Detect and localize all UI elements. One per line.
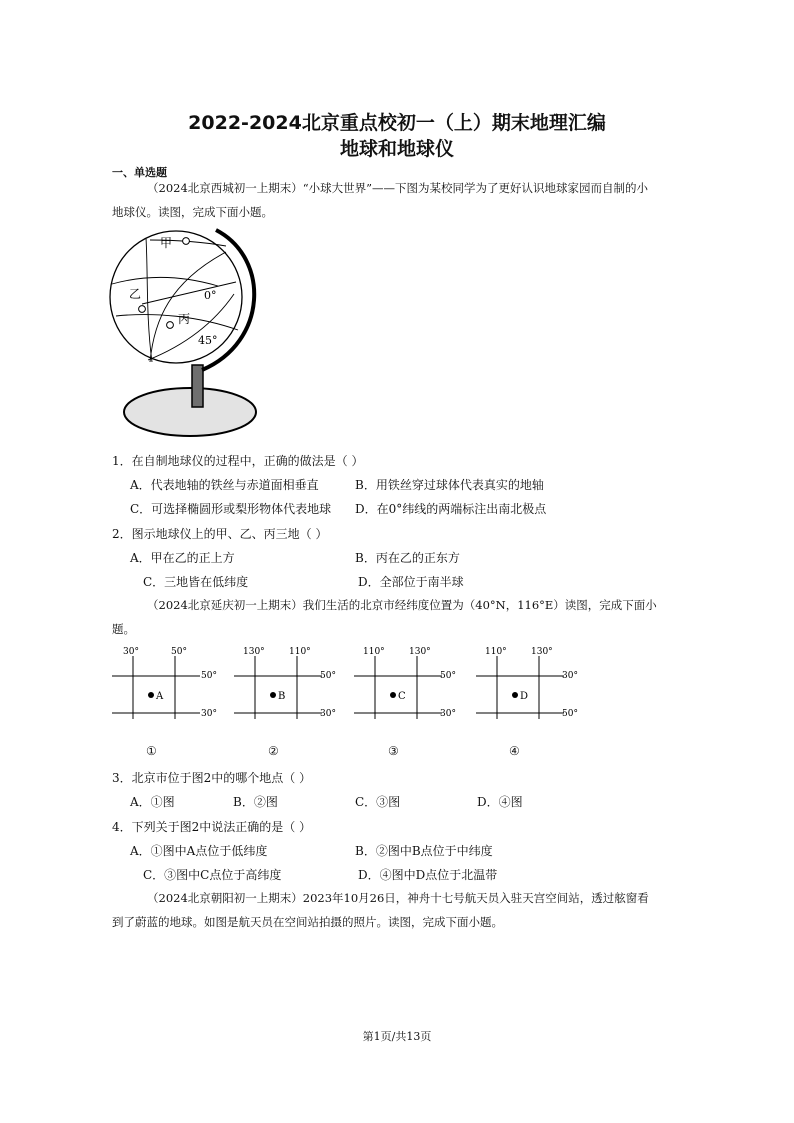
question-3-option-a[interactable]: A．①图 xyxy=(130,795,175,809)
question-3-option-d[interactable]: D．④图 xyxy=(477,795,523,809)
passage-2-line-2: 题。 xyxy=(112,622,135,636)
section-heading: 一、单选题 xyxy=(112,166,167,179)
grid-1-right-bottom-label: 30° xyxy=(201,709,217,719)
question-2-option-a[interactable]: A．甲在乙的正上方 xyxy=(130,551,235,565)
grid-1-point-label: A xyxy=(156,691,164,702)
question-3-stem: 3．北京市位于图2中的哪个地点（ ） xyxy=(112,771,312,785)
grid-3-caption: ③ xyxy=(388,744,399,758)
page-number: 第1页/共13页 xyxy=(362,1030,432,1043)
passage-1-line-2: 地球仪。读图，完成下面小题。 xyxy=(112,205,273,219)
grid-4-point xyxy=(512,692,518,698)
lat-long-grid-1 xyxy=(110,643,225,721)
grid-1-caption: ① xyxy=(146,744,157,758)
grid-2-right-bottom-label: 30° xyxy=(320,709,336,719)
question-2-option-c[interactable]: C．三地皆在低纬度 xyxy=(143,575,249,589)
label-zero-degree: 0° xyxy=(204,289,217,302)
grid-4-point-label: D xyxy=(520,691,529,702)
point-yi xyxy=(139,306,146,313)
grid-1-top-right-label: 50° xyxy=(171,647,187,657)
grid-3-top-left-label: 110° xyxy=(363,647,385,657)
point-bing xyxy=(167,322,174,329)
passage-3-line-2: 到了蔚蓝的地球。如图是航天员在空间站拍摄的照片。读图，完成下面小题。 xyxy=(112,915,503,929)
globe-figure xyxy=(108,222,268,440)
grid-2-right-top-label: 50° xyxy=(320,671,336,681)
grid-3-point-label: C xyxy=(398,691,406,702)
grid-4-right-top-label: 30° xyxy=(562,671,578,681)
question-4-option-a[interactable]: A．①图中A点位于低纬度 xyxy=(130,844,268,858)
grid-2-top-right-label: 110° xyxy=(289,647,311,657)
grid-4-top-left-label: 110° xyxy=(485,647,507,657)
grid-4-right-bottom-label: 50° xyxy=(562,709,578,719)
passage-1-line-1: （2024北京西城初一上期末）“小球大世界”——下图为某校同学为了更好认识地球家园而自制的小 xyxy=(147,181,649,195)
grid-1-top-left-label: 30° xyxy=(123,647,139,657)
grid-1-right-top-label: 50° xyxy=(201,671,217,681)
document-subtitle: 地球和地球仪 xyxy=(339,138,454,160)
label-45-degree: 45° xyxy=(198,334,218,347)
question-3-option-c[interactable]: C．③图 xyxy=(355,795,401,809)
label-jia: 甲 xyxy=(160,236,173,250)
question-4-option-b[interactable]: B．②图中B点位于中纬度 xyxy=(355,844,493,858)
grid-1-point xyxy=(148,692,154,698)
question-2-option-d[interactable]: D．全部位于南半球 xyxy=(358,575,464,589)
passage-3-line-1: （2024北京朝阳初一上期末）2023年10月26日，神舟十七号航天员入驻天宫空间站，透过舷窗看 xyxy=(147,891,649,905)
question-1-option-a[interactable]: A．代表地轴的铁丝与赤道面相垂直 xyxy=(130,478,319,492)
question-2-option-b[interactable]: B．丙在乙的正东方 xyxy=(355,551,460,565)
question-1-stem: 1．在自制地球仪的过程中，正确的做法是（ ） xyxy=(112,454,364,468)
question-2-stem: 2．图示地球仪上的甲、乙、丙三地（ ） xyxy=(112,527,328,541)
question-4-stem: 4．下列关于图2中说法正确的是（ ） xyxy=(112,820,312,834)
passage-2-line-1: （2024北京延庆初一上期末）我们生活的北京市经纬度位置为（40°N，116°E）读图，完成下面小 xyxy=(147,598,657,612)
grid-2-caption: ② xyxy=(268,744,279,758)
question-1-option-d[interactable]: D．在0°纬线的两端标注出南北极点 xyxy=(355,502,547,516)
grid-2-point xyxy=(270,692,276,698)
grid-2-top-left-label: 130° xyxy=(243,647,265,657)
lat-long-grid-3 xyxy=(352,643,467,721)
grid-3-right-top-label: 50° xyxy=(440,671,456,681)
grid-3-point xyxy=(390,692,396,698)
lat-long-grid-4 xyxy=(474,643,589,721)
grid-3-right-bottom-label: 30° xyxy=(440,709,456,719)
grid-3-top-right-label: 130° xyxy=(409,647,431,657)
label-yi: 乙 xyxy=(129,287,142,301)
grid-2-point-label: B xyxy=(278,691,286,702)
grid-4-top-right-label: 130° xyxy=(531,647,553,657)
grid-4-caption: ④ xyxy=(509,744,520,758)
question-1-option-c[interactable]: C．可选择椭圆形或梨形物体代表地球 xyxy=(130,502,332,516)
question-4-option-c[interactable]: C．③图中C点位于高纬度 xyxy=(143,868,282,882)
question-3-option-b[interactable]: B．②图 xyxy=(233,795,278,809)
document-title: 2022-2024北京重点校初一（上）期末地理汇编 xyxy=(188,112,606,134)
question-1-option-b[interactable]: B．用铁丝穿过球体代表真实的地轴 xyxy=(355,478,544,492)
question-4-option-d[interactable]: D．④图中D点位于北温带 xyxy=(358,868,498,882)
lat-long-grid-2 xyxy=(232,643,347,721)
label-bing: 丙 xyxy=(178,312,191,326)
point-jia xyxy=(183,238,190,245)
